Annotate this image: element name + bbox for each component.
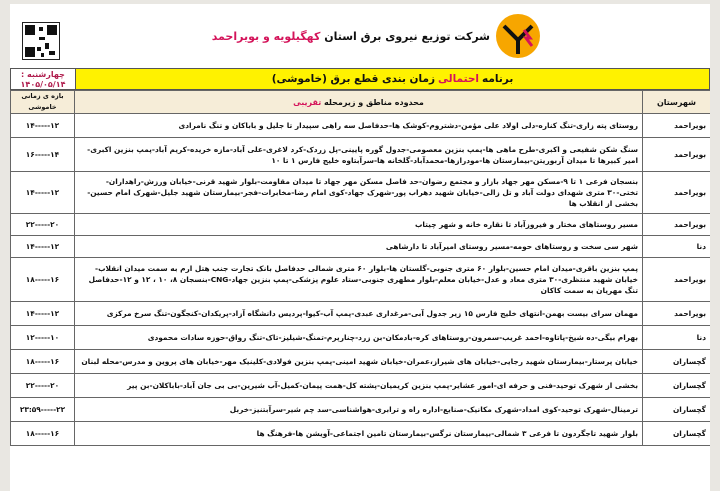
title-suffix: زمان بندی قطع برق (خاموشی) <box>271 73 436 85</box>
header-city: شهرستان <box>643 91 711 114</box>
row-city: بویراحمد <box>643 302 711 326</box>
weekday-label: چهارشنبه : <box>21 70 65 79</box>
row-time: ۱۶-----۱۴ <box>11 138 75 172</box>
table-row <box>11 302 711 326</box>
row-areas: پمپ بنزین باقری-میدان امام حسین-بلوار ۶۰ متری جنوبی-گلستان ها-بلوار ۶۰ متری شمالی حدفاصل بانک تجارت جنب هتل ارم به سمت میدان انقلاب-خیابان شهید منتظری-۳۰ متری معاد و عدل-خیابان معلم-بلوار مطهری جنوبی-ستاد علوم پزشکی-پمپ بنزین جهاد-CNG-بنسجان ۸، ۱۰ ، ۱۲ و ۱۲-حدفاصل تنگ مهریان به سمت کاکان <box>75 258 643 302</box>
header-areas-highlight: تقریبی <box>293 97 322 107</box>
row-areas: بلوار شهید تاجگردون تا فرعی ۳ شمالی-بیمارستان نرگس-بیمارستان تامین اجتماعی-آویشن ها-فرهنگ ها <box>75 422 643 446</box>
row-time: ۲۳:۵۹-----۲۲ <box>11 398 75 422</box>
row-time: ۱۸-----۱۶ <box>11 350 75 374</box>
row-city: گچساران <box>643 350 711 374</box>
table-row <box>11 138 711 172</box>
row-time: ۲۲-----۲۰ <box>11 374 75 398</box>
row-time: ۲۲-----۲۰ <box>11 214 75 236</box>
date-value: ۱۴۰۵/۰۵/۱۴ <box>20 80 66 89</box>
row-time: ۱۲-----۱۰ <box>11 326 75 350</box>
row-time: ۱۴-----۱۲ <box>11 236 75 258</box>
row-city: بویراحمد <box>643 172 711 214</box>
table-row <box>11 114 711 138</box>
row-areas: روستای پته زاری-تنگ کناره-دلی اولاد علی مؤمن-دشتروم-کوشک ها-حدفاصل سه راهی سپیدار تا جلیل و باباکان و تنگ نامرادی <box>75 114 643 138</box>
row-areas: مسیر روستاهای مختار و فیروزآباد تا نقاره خانه و شهر چیتاب <box>75 214 643 236</box>
header-time: بازه ی زمانی خاموشی <box>11 91 75 114</box>
row-city: گچساران <box>643 398 711 422</box>
row-areas: بهرام بیگی-ده شیخ-پاتاوه-احمد غریب-سمرون-روستاهای کره-بادمکان-بن زرد-چنارپرم-تمنگ-شیلیز-تاک-تنگ رواق-حوزه سادات محمودی <box>75 326 643 350</box>
table-row <box>11 374 711 398</box>
row-areas: سنگ شکن شفیعی و اکبری-طرح ماهی ها-پمپ بنزین معصومی-جدول گوره پایینی-پل زردک-کرد لاغری-علی آباد-مازه خریده-کریم آباد-پمپ بنزین اکبری-امیر کبیرها تا میدان آربوریتن-بیمارستان ها-مودرازها-محمدآباد-گلخانه ها-سرآبتاوه خلیج فارس ۱ تا ۱۰ <box>75 138 643 172</box>
company-name-prefix: شرکت توزیع نیروی برق استان <box>320 30 490 43</box>
row-time: ۱۴-----۱۲ <box>11 172 75 214</box>
power-company-logo-icon <box>494 12 542 60</box>
row-city: بویراحمد <box>643 214 711 236</box>
table-row <box>11 236 711 258</box>
header-areas <box>75 91 643 114</box>
table-row <box>11 350 711 374</box>
row-city: دنا <box>643 236 711 258</box>
row-city: بویراحمد <box>643 138 711 172</box>
company-name-highlight: کهگیلویه و بویراحمد <box>211 30 321 43</box>
row-city: بویراحمد <box>643 258 711 302</box>
table-row <box>11 326 711 350</box>
table-row <box>11 398 711 422</box>
table-row <box>11 214 711 236</box>
table-row <box>11 172 711 214</box>
row-areas: ترمینال-شهرک توحید-کوی امداد-شهرک مکانیک-صنایع-اداره راه و ترابری-هواشناسی-سد چم شیر-سرآبتنیز-خربل <box>75 398 643 422</box>
schedule-title <box>75 68 710 90</box>
row-time: ۱۴-----۱۲ <box>11 302 75 326</box>
row-city: گچساران <box>643 422 711 446</box>
row-city: دنا <box>643 326 711 350</box>
outage-schedule-table <box>10 90 710 446</box>
row-city: بویراحمد <box>643 114 711 138</box>
company-name <box>210 30 490 43</box>
row-time: ۱۸-----۱۶ <box>11 422 75 446</box>
header-areas-prefix: محدوده مناطق و زیرمحله <box>324 97 424 107</box>
row-areas: خیابان پرستار-بیمارستان شهید رجایی-خیابان های شیراز،عمران-خیابان شهید امینی-پمپ بنزین فولادی-کلینیک مهر-خیابان های پروین و مدرس-محله لبنان <box>75 350 643 374</box>
row-areas: شهر سی سخت و روستاهای حومه-مسیر روستای امیرآباد تا دارشاهی <box>75 236 643 258</box>
row-time: ۱۸-----۱۶ <box>11 258 75 302</box>
title-highlight: احتمالی <box>438 73 480 85</box>
table-header-row <box>11 91 711 114</box>
row-time: ۱۴-----۱۲ <box>11 114 75 138</box>
row-city: گچساران <box>643 374 711 398</box>
document-header <box>10 4 710 68</box>
row-areas: مهمان سرای بیست بهمن-انتهای خلیج فارس ۱۵ زیر جدول آبی-مرغداری عبدی-پمپ آب-کیوا-پردیس دانشگاه آزاد-پریکدان-کنجگون-تنگ سرخ مرکزی <box>75 302 643 326</box>
table-row <box>11 422 711 446</box>
row-areas: بخشی از شهرک توحید-فنی و حرفه ای-امور عشایر-پمپ بنزین کریمیان-پشته کل-همت پیمان-کمیل-آب شیرین-بی بی جان آباد-باباکلان-بن پیر <box>75 374 643 398</box>
row-areas: بنسجان فرعی ۱ تا ۹-مسکن مهر جهاد بازار و مجتمع رضوان-حد فاصل مسکن مهر جهاد تا میدان مقاومت-بلوار شهید قرنی-خیابان ورزش-راهداران-تختی-۳۰ متری شهدای دولت آباد و تل زالی-خیابان شهید دهراب پور-شهرک جهاد-کوی امام رضا-مخابرات-فجر-بیمارستان شهید جلیل-شهرک امام حسین-بخشی از انقلاب ها <box>75 172 643 214</box>
date-box <box>10 68 75 90</box>
title-row <box>10 68 710 90</box>
qr-code-icon <box>22 22 60 60</box>
document-sheet <box>10 4 710 491</box>
table-row <box>11 258 711 302</box>
title-prefix: برنامه <box>482 73 514 85</box>
